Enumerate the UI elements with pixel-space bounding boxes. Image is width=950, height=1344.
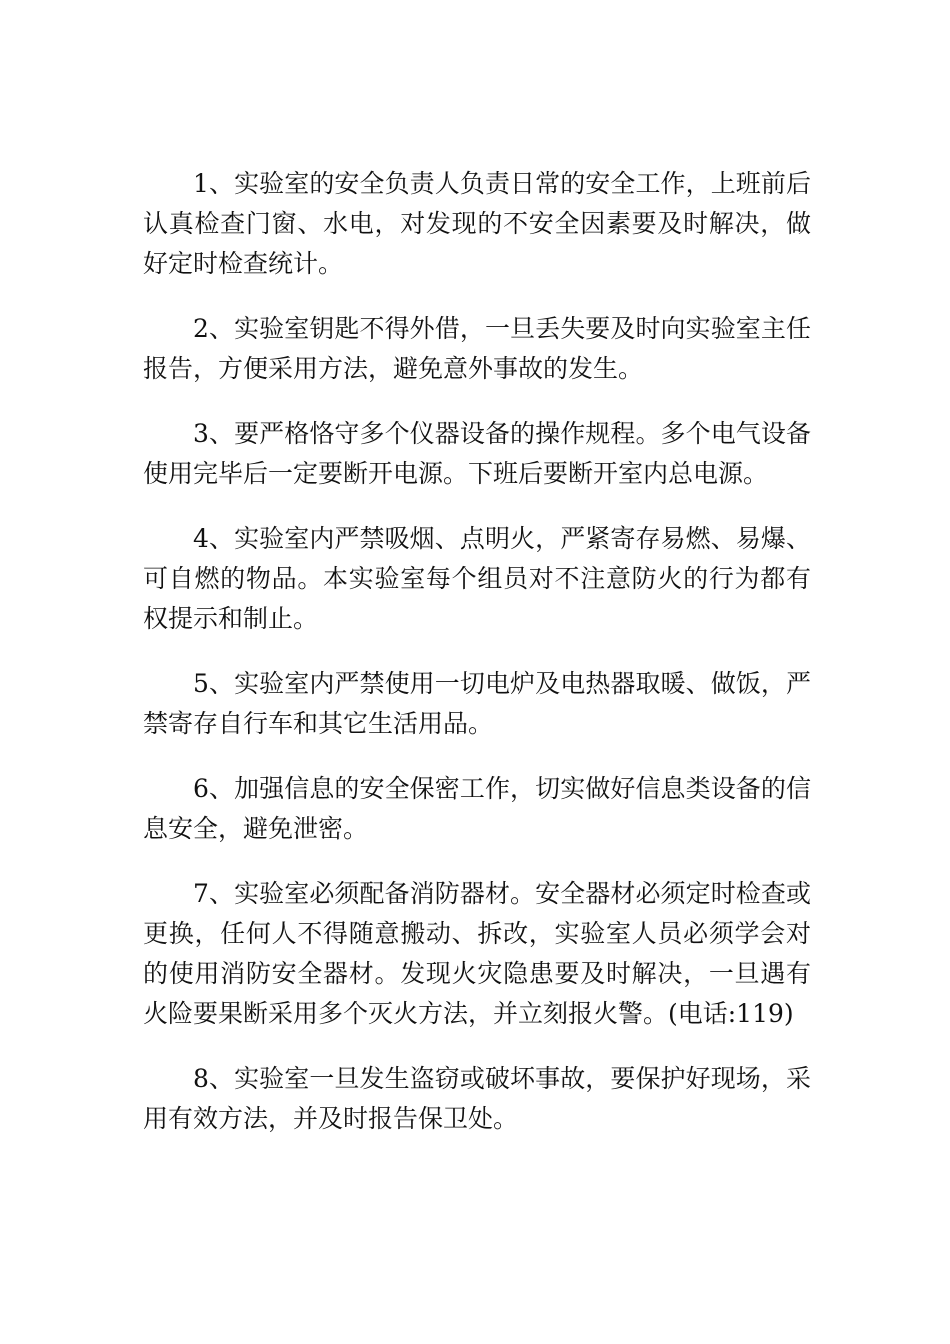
paragraph-2: 2、实验室钥匙不得外借，一旦丢失要及时向实验室主任报告，方便采用方法，避免意外事故的发生。 <box>143 314 811 383</box>
paragraph-4: 4、实验室内严禁吸烟、点明火，严紧寄存易燃、易爆、可自燃的物品。本实验室每个组员对不注意防火的行为都有权提示和制止。 <box>143 524 811 633</box>
document-body <box>143 164 811 1164</box>
paragraph-1: 1、实验室的安全负责人负责日常的安全工作，上班前后认真检查门窗、水电，对发现的不安全因素要及时解决，做好定时检查统计。 <box>143 169 811 278</box>
paragraph-8: 8、实验室一旦发生盗窃或破坏事故，要保护好现场，采用有效方法，并及时报告保卫处。 <box>143 1064 811 1133</box>
paragraph-7: 7、实验室必须配备消防器材。安全器材必须定时检查或更换，任何人不得随意搬动、拆改，实验室人员必须学会对的使用消防安全器材。发现火灾隐患要及时解决，一旦遇有火险要果断采用多个灭火方法，并立刻报火警。(电话:119) <box>143 879 811 1028</box>
paragraph-5: 5、实验室内严禁使用一切电炉及电热器取暖、做饭，严禁寄存自行车和其它生活用品。 <box>143 669 811 738</box>
paragraph-3: 3、要严格恪守多个仪器设备的操作规程。多个电气设备使用完毕后一定要断开电源。下班后要断开室内总电源。 <box>143 419 811 488</box>
paragraph-6: 6、加强信息的安全保密工作，切实做好信息类设备的信息安全，避免泄密。 <box>143 774 811 843</box>
